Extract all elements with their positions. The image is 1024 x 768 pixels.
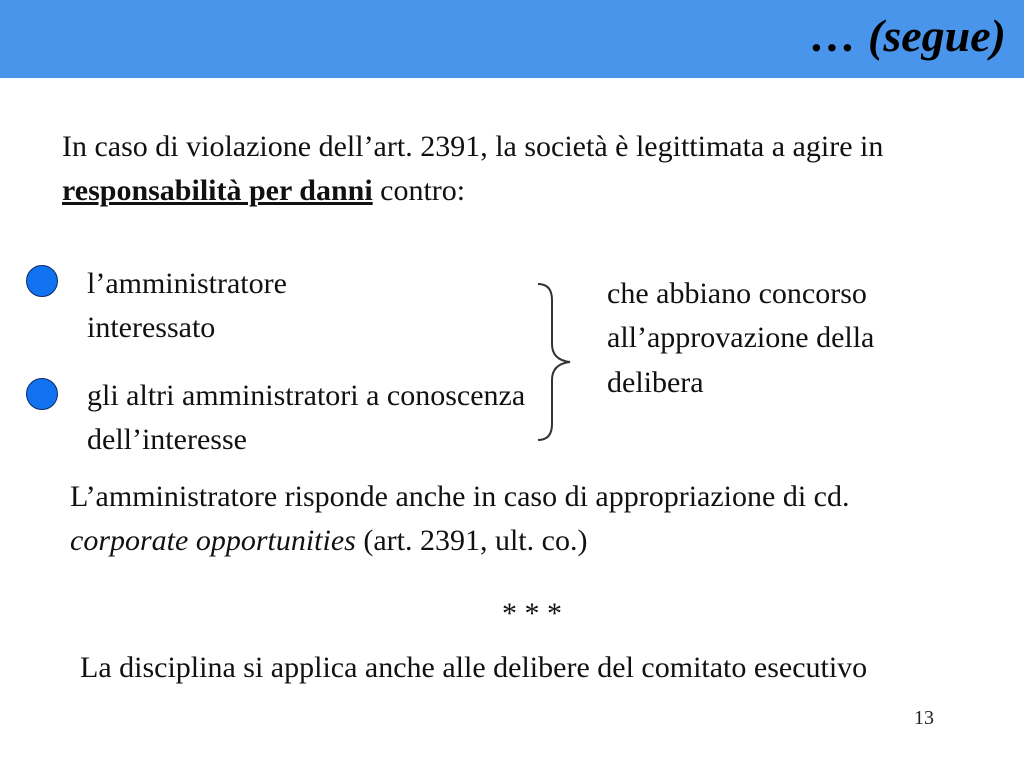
page-number: 13 (914, 707, 934, 729)
intro-text-part1: In caso di violazione dell’art. 2391, la società è legittimata a agire in (62, 130, 884, 163)
para2-text-part1: L’amministratore risponde anche in caso di appropriazione di cd. (70, 480, 850, 513)
para2-italic: corporate opportunities (70, 524, 356, 558)
slide-title: … (segue) (810, 10, 1006, 61)
executive-committee-paragraph: La disciplina si applica anche alle delibere del comitato esecutivo (80, 651, 868, 684)
bullet-dot-2 (26, 378, 58, 410)
bullet-dot-1 (26, 265, 58, 297)
intro-emphasis: responsabilità per danni (62, 174, 373, 208)
intro-text-part2: contro: (372, 174, 466, 208)
separator-stars: * * * (502, 597, 562, 630)
intro-paragraph (62, 125, 992, 214)
corporate-opportunities-paragraph (70, 475, 970, 564)
para2-text-part2: (art. 2391, ult. co.) (355, 524, 588, 558)
right-brace-icon (536, 282, 580, 442)
brace-note: che abbiano concorso all’approvazione della delibera (607, 277, 875, 399)
bullet-item-2: gli altri amministratori a conoscenza dell’interesse (87, 379, 526, 457)
bullet-item-1: l’amministratore interessato (87, 267, 287, 345)
